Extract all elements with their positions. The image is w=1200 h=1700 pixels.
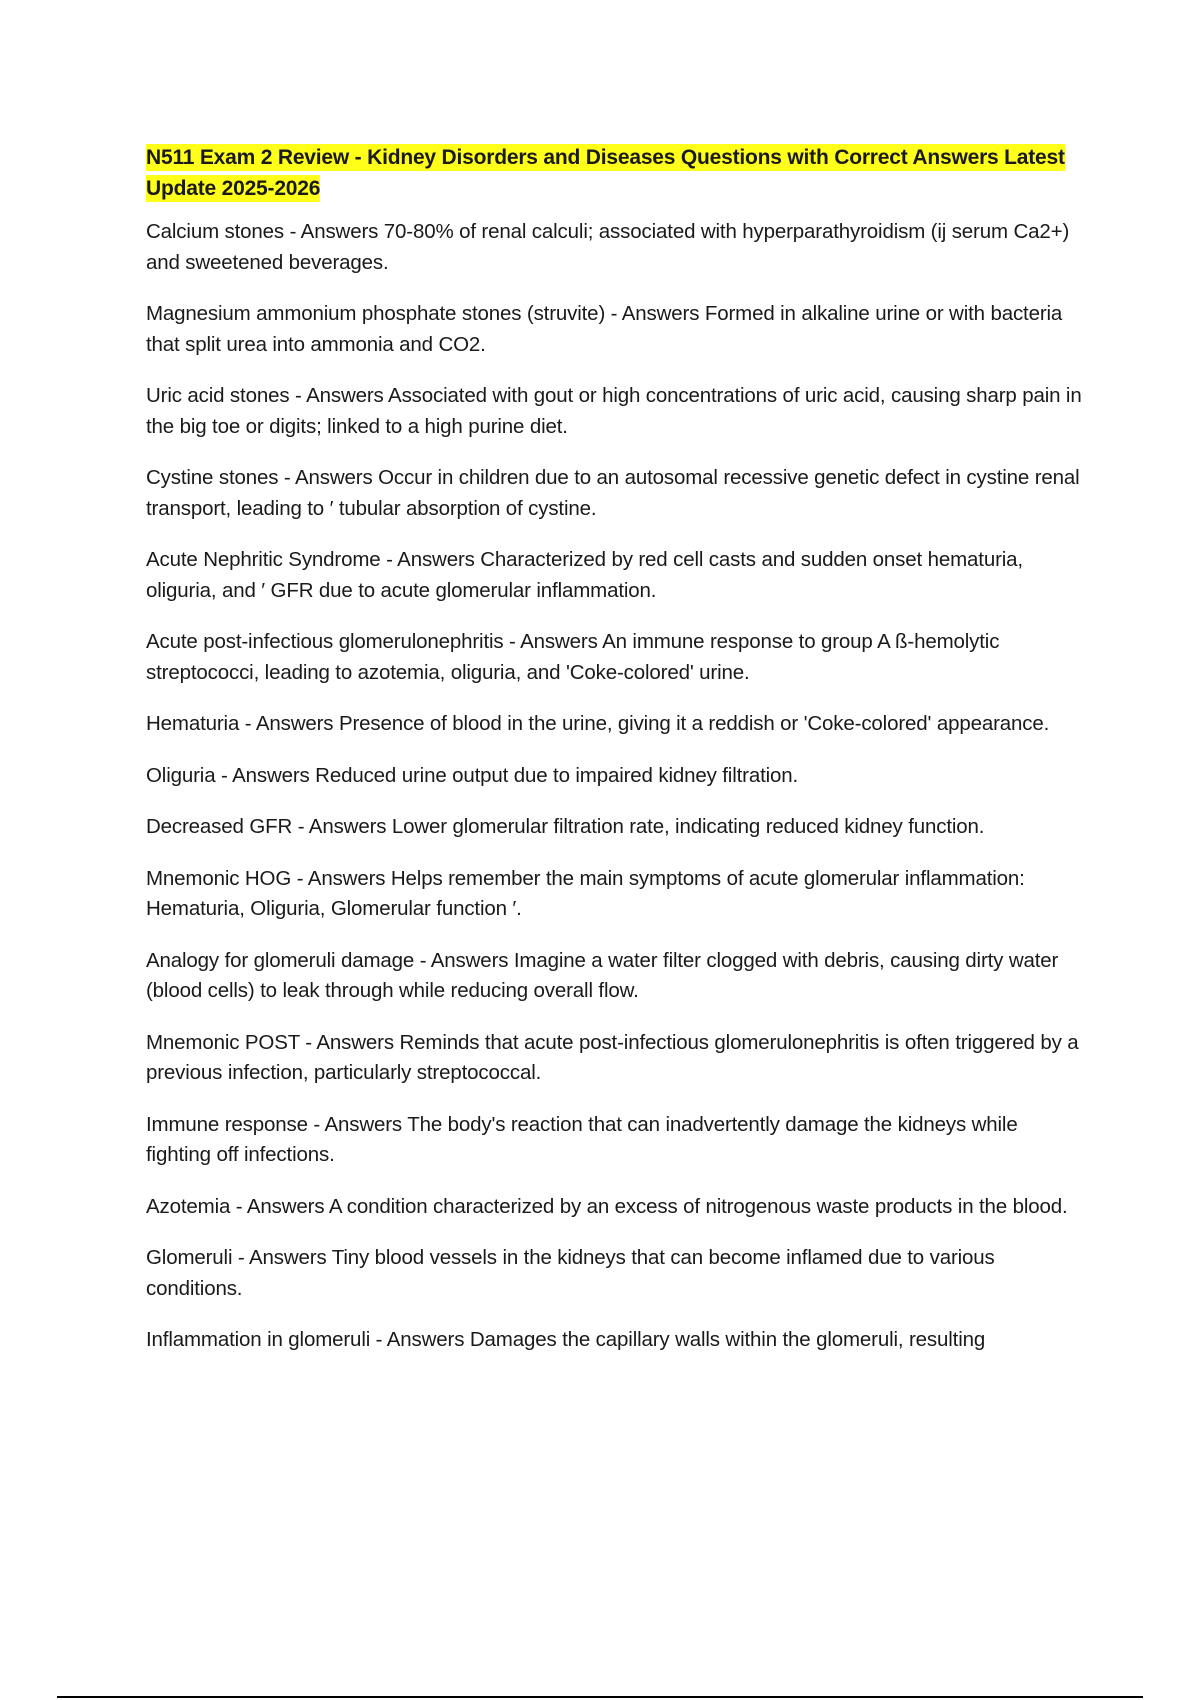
qa-entry-mnemonic-hog: Mnemonic HOG - Answers Helps remember the main symptoms of acute glomerular inflammation: Hematuria, Oliguria, Glomerular function ′. <box>146 866 1025 920</box>
qa-entry-mnemonic-post: Mnemonic POST - Answers Reminds that acute post-infectious glomerulonephritis is often triggered by a previous infection, particularly streptococcal. <box>146 1030 1079 1084</box>
qa-entry-glomeruli-damage-analogy: Analogy for glomeruli damage - Answers Imagine a water filter clogged with debris, causing dirty water (blood cells) to leak through while reducing overall flow. <box>146 948 1059 1002</box>
qa-entry-azotemia: Azotemia - Answers A condition characterized by an excess of nitrogenous waste products in the blood. <box>146 1194 1068 1218</box>
qa-entry-uric-acid-stones: Uric acid stones - Answers Associated with gout or high concentrations of uric acid, causing sharp pain in the big toe or digits; linked to a high purine diet. <box>146 384 1082 438</box>
qa-entry-struvite-stones: Magnesium ammonium phosphate stones (struvite) - Answers Formed in alkaline urine or with bacteria that split urea into ammonia and CO2. <box>146 302 1063 356</box>
qa-entry-glomeruli: Glomeruli - Answers Tiny blood vessels in the kidneys that can become inflamed due to various conditions. <box>146 1246 995 1300</box>
qa-entry-acute-nephritic-syndrome: Acute Nephritic Syndrome - Answers Characterized by red cell casts and sudden onset hematuria, oliguria, and ′ GFR due to acute glomerular inflammation. <box>146 548 1023 602</box>
document-title <box>146 142 1086 204</box>
qa-entry-calcium-stones: Calcium stones - Answers 70-80% of renal calculi; associated with hyperparathyroidism (ij serum Ca2+) and sweetened beverages. <box>146 220 1070 274</box>
qa-entry-post-infectious-glomerulonephritis: Acute post-infectious glomerulonephritis - Answers An immune response to group A ß-hemolytic streptococci, leading to azotemia, oliguria, and 'Coke-colored' urine. <box>146 630 1000 684</box>
qa-entry-hematuria: Hematuria - Answers Presence of blood in the urine, giving it a reddish or 'Coke-colored' appearance. <box>146 712 1050 735</box>
qa-entry-inflammation-in-glomeruli: Inflammation in glomeruli - Answers Damages the capillary walls within the glomeruli, resulting <box>146 1328 986 1351</box>
page-bottom-rule <box>57 1696 1143 1698</box>
qa-entry-immune-response: Immune response - Answers The body's reaction that can inadvertently damage the kidneys while fighting off infections. <box>146 1112 1018 1166</box>
document-title-text: N511 Exam 2 Review - Kidney Disorders and Diseases Questions with Correct Answers Latest Update 2025-2026 <box>146 146 1065 200</box>
document-page <box>146 142 1086 1377</box>
qa-entry-oliguria: Oliguria - Answers Reduced urine output due to impaired kidney filtration. <box>146 763 799 787</box>
qa-entry-cystine-stones: Cystine stones - Answers Occur in children due to an autosomal recessive genetic defect in cystine renal transport, leading to ′ tubular absorption of cystine. <box>146 466 1080 520</box>
qa-entry-decreased-gfr: Decreased GFR - Answers Lower glomerular filtration rate, indicating reduced kidney function. <box>146 815 985 838</box>
